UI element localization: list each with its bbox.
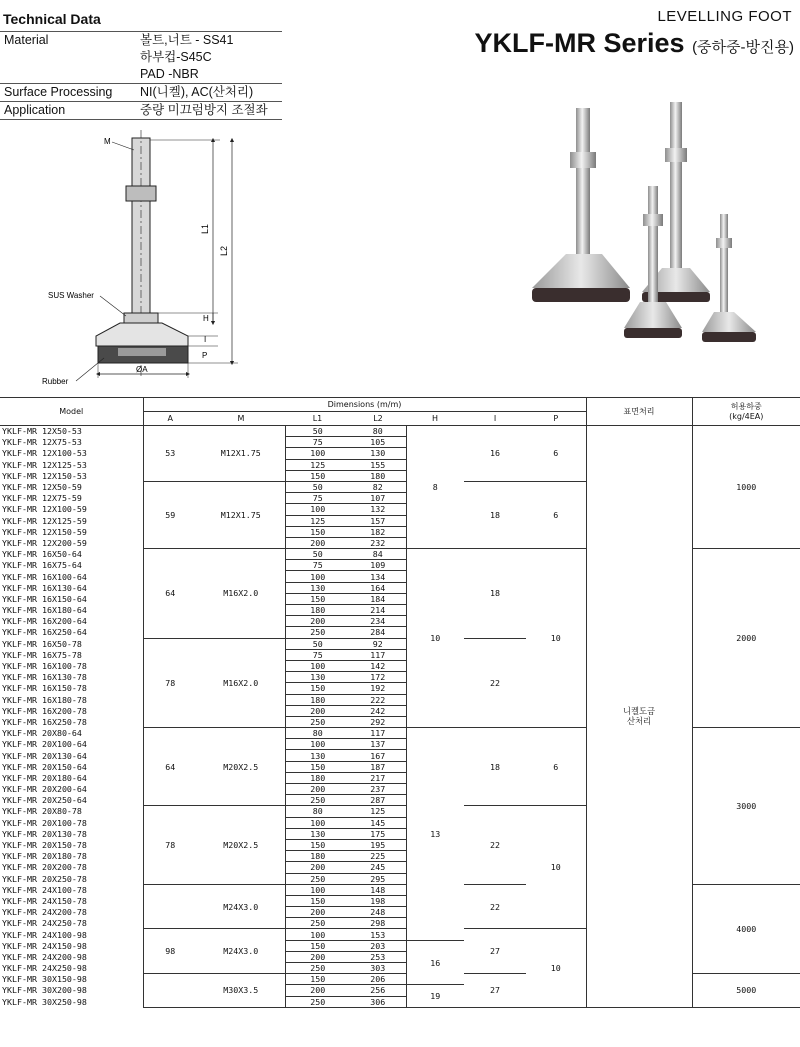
model-cell: YKLF-MR 20X130-64	[0, 750, 143, 761]
header-m: M	[197, 412, 285, 426]
a-cell: 64	[143, 728, 197, 806]
l1-cell: 130	[285, 672, 350, 683]
model-cell: YKLF-MR 24X150-98	[0, 940, 143, 951]
tech-value: 하부컵-S45C	[140, 50, 212, 64]
m-cell: M16X2.0	[197, 638, 285, 728]
model-cell: YKLF-MR 24X200-78	[0, 907, 143, 918]
model-cell: YKLF-MR 20X100-64	[0, 739, 143, 750]
model-cell: YKLF-MR 20X150-64	[0, 761, 143, 772]
i-cell: 16	[464, 426, 526, 482]
l1-cell: 100	[285, 448, 350, 459]
model-cell: YKLF-MR 12X125-53	[0, 459, 143, 470]
l2-cell: 130	[350, 448, 406, 459]
l1-cell: 75	[285, 560, 350, 571]
model-cell: YKLF-MR 16X150-64	[0, 593, 143, 604]
l2-cell: 225	[350, 851, 406, 862]
model-cell: YKLF-MR 24X100-78	[0, 884, 143, 895]
model-cell: YKLF-MR 20X80-64	[0, 728, 143, 739]
rubber-insert	[118, 348, 166, 356]
l1-cell: 100	[285, 660, 350, 671]
l1-cell: 200	[285, 985, 350, 996]
model-cell: YKLF-MR 30X200-98	[0, 985, 143, 996]
l2-cell: 306	[350, 996, 406, 1007]
l2-cell: 172	[350, 672, 406, 683]
series-title	[475, 28, 795, 59]
l1-cell: 50	[285, 549, 350, 560]
l2-cell: 248	[350, 907, 406, 918]
l2-cell: 82	[350, 481, 406, 492]
l2-cell: 284	[350, 627, 406, 638]
l1-cell: 250	[285, 716, 350, 727]
model-cell: YKLF-MR 16X150-78	[0, 683, 143, 694]
header-a: A	[143, 412, 197, 426]
l1-cell: 250	[285, 873, 350, 884]
l2-cell: 256	[350, 985, 406, 996]
m-cell: M12X1.75	[197, 426, 285, 482]
technical-data-table	[0, 31, 282, 120]
i-cell: 22	[464, 806, 526, 884]
l1-cell: 100	[285, 571, 350, 582]
h-cell: 8	[406, 426, 464, 549]
tech-row-material	[0, 31, 282, 83]
spec-table	[0, 397, 800, 1008]
model-cell: YKLF-MR 20X250-78	[0, 873, 143, 884]
label-m: M	[104, 137, 111, 146]
l2-cell: 245	[350, 862, 406, 873]
tech-value: 중량 미끄럼방지 조절좌	[140, 103, 268, 117]
l2-cell: 105	[350, 437, 406, 448]
foot-large-left	[532, 108, 630, 302]
model-cell: YKLF-MR 12X75-53	[0, 437, 143, 448]
l1-cell: 250	[285, 627, 350, 638]
tech-value: PAD -NBR	[140, 67, 199, 81]
l2-cell: 222	[350, 694, 406, 705]
l1-cell: 75	[285, 437, 350, 448]
model-cell: YKLF-MR 12X50-59	[0, 481, 143, 492]
l2-cell: 109	[350, 560, 406, 571]
l1-cell: 100	[285, 884, 350, 895]
l1-cell: 150	[285, 470, 350, 481]
l2-cell: 234	[350, 616, 406, 627]
i-cell: 27	[464, 929, 526, 974]
l1-cell: 100	[285, 739, 350, 750]
l2-cell: 117	[350, 649, 406, 660]
load-cell: 1000	[692, 426, 800, 549]
l2-cell: 125	[350, 806, 406, 817]
l2-cell: 253	[350, 951, 406, 962]
technical-drawing	[20, 126, 310, 392]
l2-cell: 206	[350, 974, 406, 985]
model-cell: YKLF-MR 16X200-78	[0, 705, 143, 716]
l1-cell: 150	[285, 839, 350, 850]
l2-cell: 92	[350, 638, 406, 649]
i-cell: 27	[464, 974, 526, 1008]
l1-cell: 180	[285, 772, 350, 783]
l2-cell: 142	[350, 660, 406, 671]
l2-cell: 187	[350, 761, 406, 772]
l1-cell: 200	[285, 862, 350, 873]
header-load-title: 허용하중	[730, 401, 762, 411]
m-cell: M12X1.75	[197, 481, 285, 548]
l1-cell: 150	[285, 895, 350, 906]
l1-cell: 180	[285, 694, 350, 705]
l1-cell: 250	[285, 918, 350, 929]
p-cell: 10	[526, 929, 586, 1007]
model-cell: YKLF-MR 12X150-59	[0, 526, 143, 537]
l1-cell: 50	[285, 638, 350, 649]
l1-cell: 100	[285, 504, 350, 515]
l2-cell: 153	[350, 929, 406, 940]
category-label: LEVELLING FOOT	[657, 8, 792, 25]
model-cell: YKLF-MR 20X80-78	[0, 806, 143, 817]
model-cell: YKLF-MR 24X250-78	[0, 918, 143, 929]
technical-data-title: Technical Data	[3, 11, 101, 27]
model-cell: YKLF-MR 12X150-53	[0, 470, 143, 481]
header-load-unit: (kg/4EA)	[729, 411, 764, 421]
l1-cell: 50	[285, 426, 350, 437]
label-h: H	[203, 314, 209, 323]
l2-cell: 217	[350, 772, 406, 783]
l1-cell: 80	[285, 728, 350, 739]
p-cell: 6	[526, 481, 586, 548]
l2-cell: 214	[350, 605, 406, 616]
l1-cell: 250	[285, 996, 350, 1007]
l2-cell: 145	[350, 817, 406, 828]
load-cell: 3000	[692, 728, 800, 885]
model-cell: YKLF-MR 30X250-98	[0, 996, 143, 1007]
m-cell: M20X2.5	[197, 806, 285, 884]
l2-cell: 117	[350, 728, 406, 739]
a-cell: 98	[143, 929, 197, 974]
l1-cell: 100	[285, 817, 350, 828]
model-cell: YKLF-MR 12X125-59	[0, 515, 143, 526]
p-cell: 6	[526, 728, 586, 806]
l2-cell: 175	[350, 828, 406, 839]
l2-cell: 132	[350, 504, 406, 515]
l1-cell: 150	[285, 526, 350, 537]
l2-cell: 232	[350, 537, 406, 548]
model-cell: YKLF-MR 16X130-64	[0, 582, 143, 593]
base-cup	[96, 323, 188, 346]
h-cell: 19	[406, 985, 464, 1007]
l1-cell: 200	[285, 907, 350, 918]
label-p: P	[202, 351, 208, 360]
table-row	[0, 426, 800, 437]
tech-row-surface	[0, 83, 282, 101]
l1-cell: 180	[285, 605, 350, 616]
l1-cell: 250	[285, 795, 350, 806]
header-l2: L2	[350, 412, 406, 426]
model-cell: YKLF-MR 16X180-64	[0, 605, 143, 616]
l1-cell: 150	[285, 940, 350, 951]
l1-cell: 200	[285, 616, 350, 627]
model-cell: YKLF-MR 12X50-53	[0, 426, 143, 437]
l2-cell: 180	[350, 470, 406, 481]
label-sus-washer: SUS Washer	[48, 291, 94, 300]
finish-line: 니켈도금	[622, 706, 656, 717]
model-cell: YKLF-MR 16X180-78	[0, 694, 143, 705]
h-cell: 13	[406, 728, 464, 941]
l2-cell: 155	[350, 459, 406, 470]
a-cell: 59	[143, 481, 197, 548]
a-cell	[143, 974, 197, 1008]
model-cell: YKLF-MR 24X250-98	[0, 963, 143, 974]
header-p: P	[526, 412, 586, 426]
model-cell: YKLF-MR 20X100-78	[0, 817, 143, 828]
l2-cell: 198	[350, 895, 406, 906]
model-cell: YKLF-MR 16X75-78	[0, 649, 143, 660]
model-cell: YKLF-MR 16X100-78	[0, 660, 143, 671]
model-cell: YKLF-MR 20X180-78	[0, 851, 143, 862]
m-cell: M16X2.0	[197, 549, 285, 639]
model-cell: YKLF-MR 30X150-98	[0, 974, 143, 985]
l1-cell: 150	[285, 683, 350, 694]
label-l2: L2	[219, 245, 229, 256]
l2-cell: 137	[350, 739, 406, 750]
model-cell: YKLF-MR 12X200-59	[0, 537, 143, 548]
l2-cell: 164	[350, 582, 406, 593]
sus-washer	[124, 313, 158, 323]
l2-cell: 167	[350, 750, 406, 761]
model-cell: YKLF-MR 16X200-64	[0, 616, 143, 627]
tech-value: 볼트,너트 - SS41	[140, 33, 234, 47]
finish-cell	[586, 426, 692, 1008]
tech-label: Material	[4, 33, 49, 47]
p-cell: 10	[526, 549, 586, 728]
l2-cell: 184	[350, 593, 406, 604]
l1-cell: 180	[285, 851, 350, 862]
a-cell: 53	[143, 426, 197, 482]
p-cell: 10	[526, 806, 586, 929]
tech-row-application	[0, 101, 282, 120]
load-cell: 4000	[692, 884, 800, 974]
i-cell: 18	[464, 728, 526, 806]
l1-cell: 130	[285, 750, 350, 761]
label-a: ØA	[136, 365, 148, 374]
i-cell: 22	[464, 638, 526, 728]
model-cell: YKLF-MR 16X250-64	[0, 627, 143, 638]
l1-cell: 200	[285, 951, 350, 962]
model-cell: YKLF-MR 20X200-78	[0, 862, 143, 873]
l2-cell: 148	[350, 884, 406, 895]
l1-cell: 100	[285, 929, 350, 940]
label-rubber: Rubber	[42, 377, 69, 386]
tech-label: Surface Processing	[4, 85, 113, 99]
a-cell	[143, 884, 197, 929]
model-cell: YKLF-MR 20X180-64	[0, 772, 143, 783]
m-cell: M24X3.0	[197, 884, 285, 929]
l1-cell: 150	[285, 974, 350, 985]
header-l1: L1	[285, 412, 350, 426]
l2-cell: 134	[350, 571, 406, 582]
i-cell: 18	[464, 549, 526, 639]
l1-cell: 75	[285, 493, 350, 504]
model-cell: YKLF-MR 20X130-78	[0, 828, 143, 839]
l1-cell: 130	[285, 582, 350, 593]
series-name: YKLF-MR Series	[474, 28, 685, 58]
h-cell: 10	[406, 549, 464, 728]
model-cell: YKLF-MR 24X100-98	[0, 929, 143, 940]
l2-cell: 84	[350, 549, 406, 560]
l1-cell: 75	[285, 649, 350, 660]
model-cell: YKLF-MR 24X200-98	[0, 951, 143, 962]
nut	[126, 186, 156, 201]
l1-cell: 150	[285, 593, 350, 604]
header-finish: 표면처리	[586, 398, 692, 426]
h-cell: 16	[406, 940, 464, 985]
tech-value: NI(니켈), AC(산처리)	[140, 85, 254, 99]
model-cell: YKLF-MR 16X130-78	[0, 672, 143, 683]
model-cell: YKLF-MR 16X100-64	[0, 571, 143, 582]
label-l1: L1	[200, 223, 210, 234]
l1-cell: 150	[285, 761, 350, 772]
a-cell: 78	[143, 638, 197, 728]
foot-small-right	[702, 214, 756, 342]
finish-line: 산처리	[626, 716, 652, 727]
label-i: I	[204, 335, 207, 344]
l1-cell: 125	[285, 515, 350, 526]
m-cell: M20X2.5	[197, 728, 285, 806]
l2-cell: 242	[350, 705, 406, 716]
model-cell: YKLF-MR 20X150-78	[0, 839, 143, 850]
m-cell: M24X3.0	[197, 929, 285, 974]
model-cell: YKLF-MR 16X250-78	[0, 716, 143, 727]
load-cell: 2000	[692, 549, 800, 728]
i-cell: 22	[464, 884, 526, 929]
model-cell: YKLF-MR 20X200-64	[0, 784, 143, 795]
m-cell: M30X3.5	[197, 974, 285, 1008]
l2-cell: 203	[350, 940, 406, 951]
model-cell: YKLF-MR 16X50-64	[0, 549, 143, 560]
l1-cell: 50	[285, 481, 350, 492]
model-cell: YKLF-MR 12X100-59	[0, 504, 143, 515]
a-cell: 78	[143, 806, 197, 884]
l2-cell: 295	[350, 873, 406, 884]
l1-cell: 125	[285, 459, 350, 470]
spec-table-body	[0, 426, 800, 1008]
model-cell: YKLF-MR 16X75-64	[0, 560, 143, 571]
l2-cell: 237	[350, 784, 406, 795]
model-cell: YKLF-MR 24X150-78	[0, 895, 143, 906]
series-subtitle: (중하중-방진용)	[692, 39, 794, 56]
load-cell: 5000	[692, 974, 800, 1008]
l1-cell: 200	[285, 537, 350, 548]
l1-cell: 250	[285, 963, 350, 974]
a-cell: 64	[143, 549, 197, 639]
header-h: H	[406, 412, 464, 426]
header-model: Model	[0, 398, 143, 426]
p-cell: 6	[526, 426, 586, 482]
l1-cell: 200	[285, 784, 350, 795]
l2-cell: 195	[350, 839, 406, 850]
model-cell: YKLF-MR 20X250-64	[0, 795, 143, 806]
l2-cell: 303	[350, 963, 406, 974]
l2-cell: 192	[350, 683, 406, 694]
model-cell: YKLF-MR 12X75-59	[0, 493, 143, 504]
l2-cell: 182	[350, 526, 406, 537]
l2-cell: 157	[350, 515, 406, 526]
l1-cell: 80	[285, 806, 350, 817]
l1-cell: 200	[285, 705, 350, 716]
product-photo	[520, 96, 770, 352]
model-cell: YKLF-MR 12X100-53	[0, 448, 143, 459]
l1-cell: 130	[285, 828, 350, 839]
l2-cell: 287	[350, 795, 406, 806]
header-load	[692, 398, 800, 426]
header-dimensions: Dimensions (m/m)	[143, 398, 586, 412]
tech-label: Application	[4, 103, 66, 117]
model-cell: YKLF-MR 16X50-78	[0, 638, 143, 649]
l2-cell: 298	[350, 918, 406, 929]
header-i: I	[464, 412, 526, 426]
l2-cell: 107	[350, 493, 406, 504]
i-cell: 18	[464, 481, 526, 548]
l2-cell: 80	[350, 426, 406, 437]
l2-cell: 292	[350, 716, 406, 727]
